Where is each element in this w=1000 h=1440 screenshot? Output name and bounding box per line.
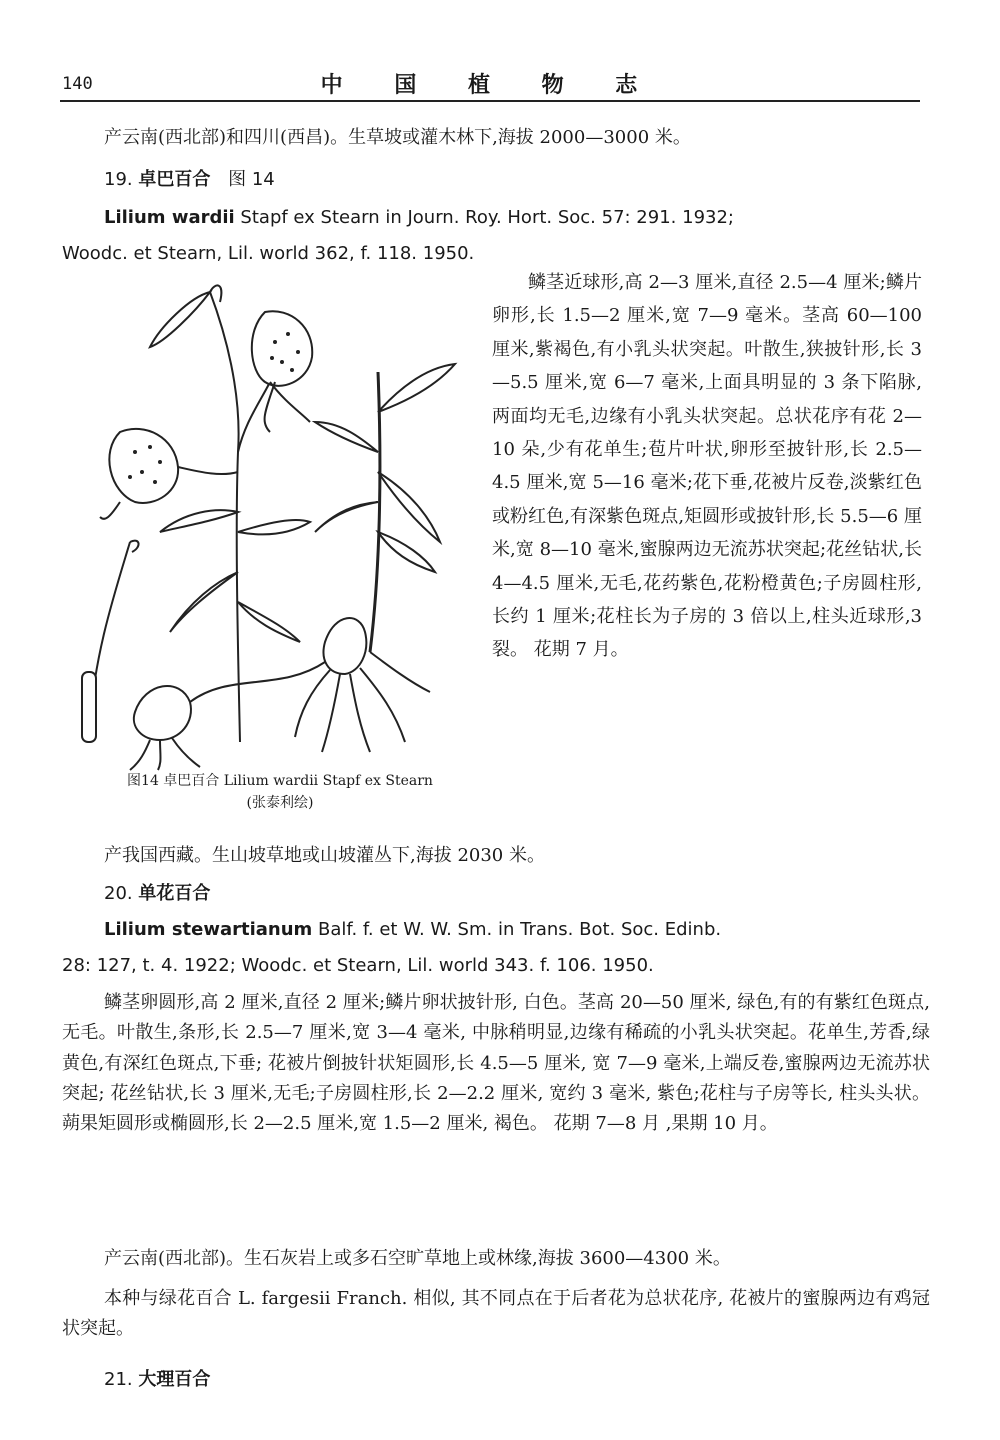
distribution-19: 产我国西藏。生山坡草地或山坡灌丛下,海拔 2030 米。 <box>104 845 545 866</box>
caption-title: 图14 卓巴百合 Lilium wardii Stapf ex Stearn <box>127 773 433 789</box>
species-heading-20 <box>104 882 210 906</box>
comparison-note: 本种与绿花百合 L. fargesii Franch. 相似, 其不同点在于后者花为总状花序, 花被片的蜜腺两边有鸡冠状突起。 <box>62 1288 930 1340</box>
species-description-19: 鳞茎近球形,高 2—3 厘米,直径 2.5—4 厘米;鳞片卵形,长 1.5—2 厘米,宽 7—9 毫米。茎高 60—100 厘米,紫褐色,有小乳头状突起。叶散生,狭披针形,长 3—5.5 厘米,宽 6—7 毫米,上面具明显的 3 条下陷脉, 两面均无毛,边缘有小乳头状突起。总状花序有花 2—10 朵,少有花单生;苞片叶状,卵形至披针形,长 2.5—4.5 厘米,宽 5—16 毫米;花下垂,花被片反卷,淡紫红色或粉红色,有深紫色斑点,矩圆形或披针形,长 5.5—6 厘米,宽 8—10 毫米,蜜腺两边无流苏状突起;花丝钻状,长 4—4.5 厘米,无毛,花药紫色,花粉橙黄色;子房圆柱形,长约 1 厘米;花柱长为子房的 3 倍以上,柱头近球形,3 裂。 花期 7 月。 <box>492 272 922 661</box>
species-number: 20. <box>104 883 133 904</box>
running-title: 中 国 植 物 志 <box>320 73 660 98</box>
citation-19-line2: Woodc. et Stearn, Lil. world 362, f. 118. 1950. <box>62 243 475 264</box>
scientific-name: Lilium stewartianum <box>104 919 313 940</box>
distribution-20: 产云南(西北部)。生石灰岩上或多石空旷草地上或林缘,海拔 3600—4300 米。 <box>104 1248 731 1269</box>
citation-text: Stapf ex Stearn in Journ. Roy. Hort. Soc. 57: 291. 1932; <box>234 207 734 228</box>
scientific-name: Lilium wardii <box>104 207 235 228</box>
lily-illustration <box>60 272 480 772</box>
lily-drawing <box>60 272 480 772</box>
distribution-line: 产云南(西北部)和四川(西昌)。生草坡或灌木林下,海拔 2000—3000 米。 <box>104 127 691 148</box>
species-number: 21. <box>104 1369 133 1390</box>
species-description-20: 鳞茎卵圆形,高 2 厘米,直径 2 厘米;鳞片卵状披针形, 白色。茎高 20—50 厘米, 绿色,有的有紫红色斑点,无毛。叶散生,条形,长 2.5—7 厘米,宽 3—4 毫米, 中脉稍明显,边缘有稀疏的小乳头状突起。花单生,芳香,绿黄色,有深红色斑点,下垂; 花被片倒披针状矩圆形,长 4.5—5 厘米, 宽 7—9 毫米,上端反卷,蜜腺两边无流苏状突起; 花丝钻状,长 3 厘米,无毛;子房圆柱形,长 2—2.2 厘米, 宽约 3 毫米, 紫色;花柱与子房等长, 柱头头状。蒴果矩圆形或椭圆形,长 2—2.5 厘米,宽 1.5—2 厘米, 褐色。 花期 7—8 月 ,果期 10 月。 <box>62 992 930 1135</box>
species-heading-21 <box>104 1368 210 1392</box>
citation-text: Balf. f. et W. W. Sm. in Trans. Bot. Soc. Edinb. <box>312 919 722 940</box>
header-rule <box>60 100 920 102</box>
citation-20-line1 <box>104 918 721 942</box>
caption-credit: (张泰利绘) <box>246 795 314 811</box>
description-column <box>492 266 922 667</box>
page-header <box>60 66 920 100</box>
species-number: 19. <box>104 169 133 190</box>
species-name: 大理百合 <box>138 1369 211 1390</box>
figure-caption <box>80 770 480 814</box>
species-name: 卓巴百合 <box>138 169 211 190</box>
citation-20-line2: 28: 127, t. 4. 1922; Woodc. et Stearn, Lil. world 343. f. 106. 1950. <box>62 955 654 976</box>
citation-19-line1 <box>104 206 734 230</box>
figure-reference: 图 14 <box>228 169 275 190</box>
species-heading-19 <box>104 168 275 192</box>
species-name: 单花百合 <box>138 883 211 904</box>
page-number: 140 <box>62 74 93 94</box>
